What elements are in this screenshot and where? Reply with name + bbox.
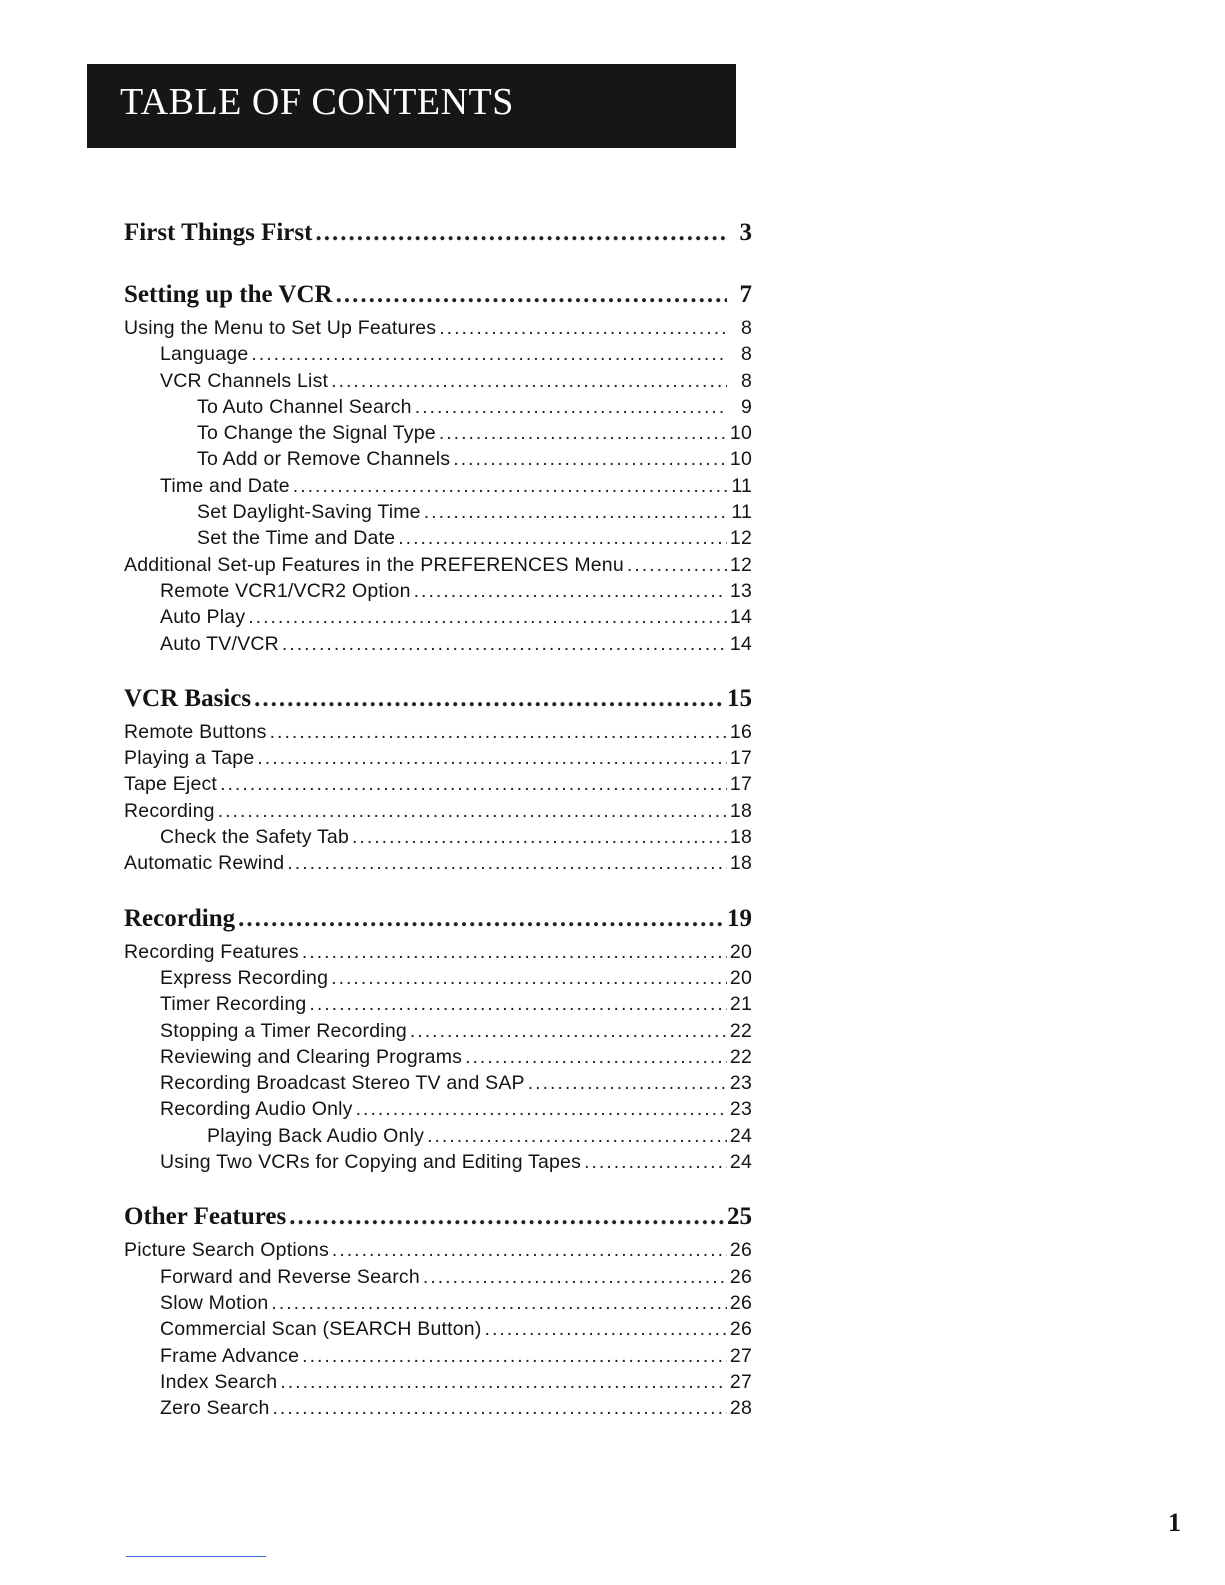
entry-page: 23 xyxy=(729,1072,752,1095)
dot-leader xyxy=(352,824,727,850)
toc-entry[interactable] xyxy=(124,1369,752,1395)
entry-title: To Auto Channel Search xyxy=(197,395,412,418)
entry-page: 22 xyxy=(729,1045,752,1068)
entry-title: Remote VCR1/VCR2 Option xyxy=(160,579,411,602)
entry-page: 26 xyxy=(729,1318,752,1341)
entry-page: 20 xyxy=(729,940,752,963)
dot-leader xyxy=(251,341,727,367)
dot-leader xyxy=(248,604,727,630)
entry-page: 8 xyxy=(740,317,752,339)
entry-page: 17 xyxy=(729,773,752,796)
entry-page: 21 xyxy=(729,993,752,1016)
entry-page: 12 xyxy=(729,553,752,576)
toc-entry[interactable] xyxy=(124,394,752,420)
dot-leader xyxy=(465,1044,727,1070)
section-page: 19 xyxy=(727,904,752,932)
toc-section xyxy=(124,213,752,253)
toc-entry[interactable] xyxy=(124,420,752,446)
entry-title: Language xyxy=(160,343,249,366)
dot-leader xyxy=(423,1264,727,1290)
toc-entry[interactable] xyxy=(124,850,752,876)
entry-page: 23 xyxy=(729,1098,752,1121)
toc-entry[interactable] xyxy=(124,446,752,472)
toc-entry[interactable] xyxy=(124,1237,752,1263)
entry-page: 26 xyxy=(729,1239,752,1262)
section-heading[interactable] xyxy=(124,213,752,253)
entry-title: Playing Back Audio Only xyxy=(207,1124,425,1147)
dot-leader xyxy=(410,1018,727,1044)
toc-banner xyxy=(87,64,736,148)
section-title: VCR Basics xyxy=(124,684,252,712)
dot-leader xyxy=(218,798,727,824)
toc-entry[interactable] xyxy=(124,473,752,499)
section-page: 15 xyxy=(727,684,752,712)
entry-title: Using the Menu to Set Up Features xyxy=(124,317,437,339)
dot-leader xyxy=(331,965,727,991)
dot-leader xyxy=(302,939,727,965)
entry-title: Remote Buttons xyxy=(124,720,267,743)
section-heading[interactable] xyxy=(124,275,752,315)
toc-entry[interactable] xyxy=(124,1123,752,1149)
entry-page: 11 xyxy=(731,474,752,497)
dot-leader xyxy=(293,473,727,499)
section-title: Setting up the VCR xyxy=(124,281,333,308)
entry-page: 22 xyxy=(729,1019,752,1042)
dot-leader xyxy=(414,578,727,604)
toc-entry[interactable] xyxy=(124,745,752,771)
dot-leader xyxy=(439,420,727,446)
dot-leader xyxy=(270,719,727,745)
dot-leader xyxy=(584,1149,727,1175)
entry-page: 16 xyxy=(729,720,752,743)
toc-entry[interactable] xyxy=(124,771,752,797)
dot-leader xyxy=(254,685,724,713)
entry-page: 14 xyxy=(729,632,752,655)
entry-title: Auto Play xyxy=(160,606,246,629)
toc-entry[interactable] xyxy=(124,525,752,551)
section-heading[interactable] xyxy=(124,679,752,719)
entry-page: 14 xyxy=(729,606,752,629)
toc-section xyxy=(124,275,752,657)
dot-leader xyxy=(271,1290,726,1316)
toc-entry[interactable] xyxy=(124,939,752,965)
section-heading[interactable] xyxy=(124,1197,752,1237)
entry-title: Slow Motion xyxy=(160,1291,269,1314)
entry-page: 10 xyxy=(729,422,752,445)
entry-title: Express Recording xyxy=(160,966,329,989)
entry-title: Frame Advance xyxy=(160,1344,300,1367)
toc-section xyxy=(124,1197,752,1421)
dot-leader xyxy=(257,745,727,771)
toc-section xyxy=(124,679,752,877)
entry-title: Forward and Reverse Search xyxy=(160,1265,420,1288)
entry-page: 20 xyxy=(729,966,752,989)
entry-page: 17 xyxy=(729,747,752,770)
entry-page: 10 xyxy=(729,448,752,471)
section-title: Recording xyxy=(124,904,236,932)
toc-entry[interactable] xyxy=(124,1044,752,1070)
entry-title: Set Daylight-Saving Time xyxy=(197,501,421,524)
entry-title: Timer Recording xyxy=(160,993,307,1016)
entry-title: Picture Search Options xyxy=(124,1239,329,1262)
entry-page: 11 xyxy=(731,501,752,524)
toc-entry[interactable] xyxy=(124,341,752,367)
entry-page: 8 xyxy=(740,343,752,366)
dot-leader xyxy=(356,1096,727,1122)
toc-entry[interactable] xyxy=(124,719,752,745)
toc-entry[interactable] xyxy=(124,798,752,824)
entry-title: Automatic Rewind xyxy=(124,852,285,875)
entry-page: 12 xyxy=(729,527,752,550)
entry-title: Playing a Tape xyxy=(124,747,255,770)
entry-title: To Add or Remove Channels xyxy=(197,448,451,471)
toc-entry[interactable] xyxy=(124,552,752,578)
section-title: Other Features xyxy=(124,1203,287,1231)
dot-leader xyxy=(302,1343,727,1369)
toc-entry[interactable] xyxy=(124,1018,752,1044)
entry-page: 27 xyxy=(729,1370,752,1393)
dot-leader xyxy=(220,771,727,797)
entry-title: Commercial Scan (SEARCH Button) xyxy=(160,1318,482,1341)
toc-entry[interactable] xyxy=(124,1149,752,1175)
footer-rule xyxy=(126,1556,266,1557)
entry-title: Tape Eject xyxy=(124,773,218,796)
toc-entry[interactable] xyxy=(124,631,752,657)
toc-entry[interactable] xyxy=(124,1395,752,1421)
dot-leader xyxy=(424,499,727,525)
toc-entry[interactable] xyxy=(124,1316,752,1342)
entry-title: Reviewing and Clearing Programs xyxy=(160,1045,463,1068)
dot-leader xyxy=(415,394,727,420)
entry-title: Time and Date xyxy=(160,474,290,497)
entry-title: To Change the Signal Type xyxy=(197,422,436,445)
entry-page: 26 xyxy=(729,1291,752,1314)
dot-leader xyxy=(427,1123,727,1149)
entry-title: Index Search xyxy=(160,1370,278,1393)
toc-entry[interactable] xyxy=(124,1264,752,1290)
toc-entry[interactable] xyxy=(124,368,752,394)
toc-entry[interactable] xyxy=(124,315,752,341)
dot-leader xyxy=(398,525,727,551)
toc-section xyxy=(124,899,752,1176)
entry-title: Recording xyxy=(124,799,215,822)
entry-page: 27 xyxy=(729,1344,752,1367)
toc-entry[interactable] xyxy=(124,499,752,525)
dot-leader xyxy=(453,446,727,472)
table-of-contents xyxy=(124,205,752,1443)
toc-entry[interactable] xyxy=(124,578,752,604)
dot-leader xyxy=(485,1316,727,1342)
entry-title: Recording Features xyxy=(124,940,299,963)
entry-title: Zero Search xyxy=(160,1397,270,1420)
entry-page: 18 xyxy=(729,852,752,875)
toc-entry[interactable] xyxy=(124,1070,752,1096)
dot-leader xyxy=(238,905,724,933)
page-number: 1 xyxy=(1168,1508,1181,1537)
dot-leader xyxy=(273,1395,727,1421)
section-heading[interactable] xyxy=(124,899,752,939)
dot-leader xyxy=(315,219,727,247)
entry-page: 13 xyxy=(729,579,752,602)
entry-title: Stopping a Timer Recording xyxy=(160,1019,407,1042)
entry-page: 8 xyxy=(740,369,752,392)
toc-heading: TABLE OF CONTENTS xyxy=(120,81,514,123)
entry-title: Additional Set-up Features in the PREFERENCES Menu xyxy=(124,553,624,576)
toc-entry[interactable] xyxy=(124,824,752,850)
entry-title: Check the Safety Tab xyxy=(160,826,350,849)
dot-leader xyxy=(282,631,727,657)
dot-leader xyxy=(331,368,727,394)
dot-leader xyxy=(439,315,727,341)
entry-title: Using Two VCRs for Copying and Editing Tapes xyxy=(160,1151,582,1174)
dot-leader xyxy=(528,1070,727,1096)
toc-entry[interactable] xyxy=(124,991,752,1017)
dot-leader xyxy=(627,552,727,578)
entry-page: 9 xyxy=(740,395,752,418)
toc-entry[interactable] xyxy=(124,965,752,991)
entry-title: Recording Audio Only xyxy=(160,1098,353,1121)
section-title: First Things First xyxy=(124,219,313,246)
dot-leader xyxy=(280,1369,727,1395)
dot-leader xyxy=(287,850,727,876)
section-page: 7 xyxy=(739,281,752,308)
entry-title: Auto TV/VCR xyxy=(160,632,279,655)
entry-page: 26 xyxy=(729,1265,752,1288)
entry-title: Recording Broadcast Stereo TV and SAP xyxy=(160,1072,525,1095)
toc-entry[interactable] xyxy=(124,1096,752,1122)
section-page: 25 xyxy=(727,1203,752,1231)
dot-leader xyxy=(336,281,727,309)
entry-page: 18 xyxy=(729,799,752,822)
entry-page: 18 xyxy=(729,826,752,849)
entry-title: VCR Channels List xyxy=(160,369,329,392)
section-page: 3 xyxy=(739,219,752,246)
dot-leader xyxy=(289,1203,724,1231)
dot-leader xyxy=(332,1237,727,1263)
dot-leader xyxy=(309,991,727,1017)
entry-page: 24 xyxy=(729,1151,752,1174)
entry-title: Set the Time and Date xyxy=(197,527,396,550)
entry-page: 28 xyxy=(729,1397,752,1420)
toc-entry[interactable] xyxy=(124,1290,752,1316)
toc-entry[interactable] xyxy=(124,604,752,630)
entry-page: 24 xyxy=(729,1124,752,1147)
toc-entry[interactable] xyxy=(124,1343,752,1369)
